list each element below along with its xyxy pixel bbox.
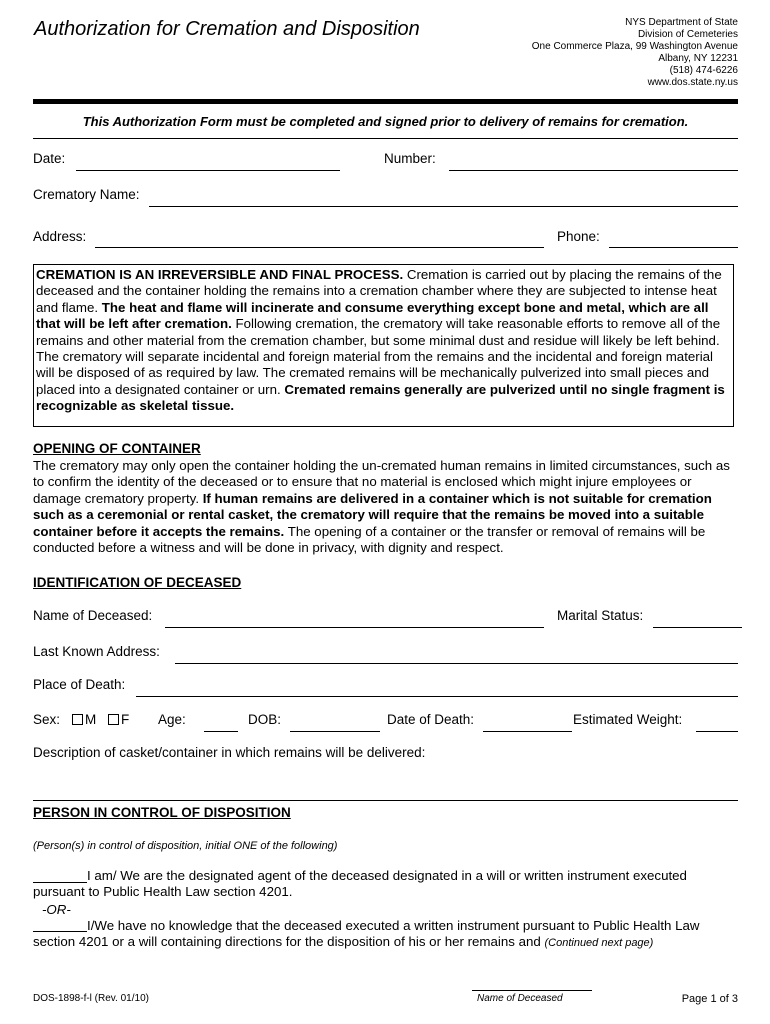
header-divider	[33, 99, 738, 104]
date-field[interactable]	[76, 170, 340, 171]
warning-bold-2: The heat and flame will incinerate and consume everything except bone and metal, which are all that will be left after cremation.	[36, 299, 709, 332]
or-separator: -OR-	[42, 902, 71, 917]
male-checkbox[interactable]	[72, 714, 83, 725]
option-2-body: I/We have no knowledge that the deceased executed a written instrument pursuant to Public Health Law section 4201 or a will containing directions for the disposition of his or her remains and	[33, 918, 700, 950]
sex-label: Sex:	[33, 712, 61, 727]
footer-name-field[interactable]	[472, 990, 592, 991]
warning-text-2: Following cremation, the crematory will take reasonable efforts to remove all of the remains and other material from the cremation chamber, but some minimal dust and residue will likely be left behind. The crematory will separate incidental and foreign material from the remains and the incidental and foreign material will be disposed of as required by law. The cremated remains will be mechanically pulverized into small pieces and placed into a designated container or urn.	[36, 316, 721, 397]
phone-label: Phone:	[557, 229, 600, 244]
warning-text-1: Cremation is carried out by placing the remains of the deceased and the container holding the remains into a cremation chamber where they are subjected to intense heat and flame.	[36, 267, 722, 315]
crematory-name-field[interactable]	[149, 206, 738, 207]
date-of-death-label: Date of Death:	[387, 712, 475, 727]
crematory-name-label: Crematory Name:	[33, 187, 140, 202]
opening-heading: OPENING OF CONTAINER	[33, 441, 201, 456]
number-field[interactable]	[449, 170, 738, 171]
agency-line: One Commerce Plaza, 99 Washington Avenue	[531, 41, 738, 52]
option-2-text	[33, 918, 739, 952]
delivery-notice: This Authorization Form must be completed and signed prior to delivery of remains for cremation.	[82, 114, 689, 129]
opening-text-2: The opening of a container or the transfer or removal of remains will be conducted before a witness and will be done in privacy, with dignity and respect.	[33, 523, 706, 556]
date-of-death-field[interactable]	[483, 731, 572, 732]
form-id: DOS-1898-f-l (Rev. 01/10)	[33, 993, 149, 1004]
cremation-warning-box	[33, 264, 734, 427]
opening-bold: If human remains are delivered in a container which is not suitable for cremation such as a ceremonial or rental casket, the crematory will require that the remains be moved into a suitable container before it accepts the remains.	[33, 490, 712, 539]
agency-line: (518) 474-6226	[669, 65, 738, 76]
marital-status-field[interactable]	[653, 627, 742, 628]
date-label: Date:	[33, 151, 66, 166]
opening-text-1: The crematory may only open the container holding the un-cremated human remains in limited circumstances, such as to confirm the identity of the deceased or to ensure that no material is enclosed which might injure employees or damage crematory property.	[33, 458, 730, 506]
place-of-death-label: Place of Death:	[33, 677, 126, 692]
female-checkbox[interactable]	[108, 714, 119, 725]
casket-description-label: Description of casket/container in which remains will be delivered:	[33, 745, 426, 760]
female-label: F	[121, 712, 130, 727]
estimated-weight-field[interactable]	[696, 731, 738, 732]
estimated-weight-label: Estimated Weight:	[573, 712, 683, 727]
address-label: Address:	[33, 229, 87, 244]
last-address-label: Last Known Address:	[33, 644, 160, 659]
number-label: Number:	[384, 151, 436, 166]
warning-bold-3: Cremated remains generally are pulverized until no single fragment is recognizable as skeletal tissue.	[36, 381, 725, 414]
page-number: Page 1 of 3	[681, 993, 738, 1005]
dob-label: DOB:	[248, 712, 282, 727]
sex-female-option[interactable]	[108, 712, 129, 727]
identification-heading: IDENTIFICATION OF DECEASED	[33, 575, 242, 590]
last-address-field[interactable]	[175, 663, 738, 664]
name-of-deceased-label: Name of Deceased:	[33, 608, 153, 623]
place-of-death-field[interactable]	[136, 696, 738, 697]
name-of-deceased-field[interactable]	[165, 627, 544, 628]
cremation-warning-text	[36, 267, 732, 415]
control-instruction: (Person(s) in control of disposition, initial ONE of the following)	[33, 840, 338, 852]
opening-text	[33, 458, 739, 556]
agency-line: Albany, NY 12231	[658, 53, 738, 64]
option-1-text: I am/ We are the designated agent of the deceased designated in a will or written instrument executed pursuant to Public Health Law section 4201.	[33, 868, 687, 900]
continued-note: (Continued next page)	[544, 937, 654, 950]
sex-male-option[interactable]	[72, 712, 96, 727]
age-field[interactable]	[204, 731, 238, 732]
agency-website: www.dos.state.ny.us	[647, 77, 738, 88]
agency-address-block	[532, 17, 738, 89]
address-field[interactable]	[95, 247, 544, 248]
male-label: M	[85, 712, 97, 727]
control-heading: PERSON IN CONTROL OF DISPOSITION	[33, 805, 291, 820]
agency-line: NYS Department of State	[625, 17, 738, 28]
form-title: Authorization for Cremation and Disposition	[34, 18, 420, 40]
phone-field[interactable]	[609, 247, 738, 248]
casket-description-field[interactable]	[33, 800, 738, 801]
warning-bold-1: CREMATION IS AN IRREVERSIBLE AND FINAL PROCESS.	[36, 267, 404, 282]
marital-status-label: Marital Status:	[557, 608, 644, 623]
notice-divider	[33, 138, 738, 139]
agency-line: Division of Cemeteries	[637, 29, 738, 40]
age-label: Age:	[158, 712, 186, 727]
dob-field[interactable]	[290, 731, 380, 732]
footer-name-label: Name of Deceased	[477, 993, 563, 1004]
